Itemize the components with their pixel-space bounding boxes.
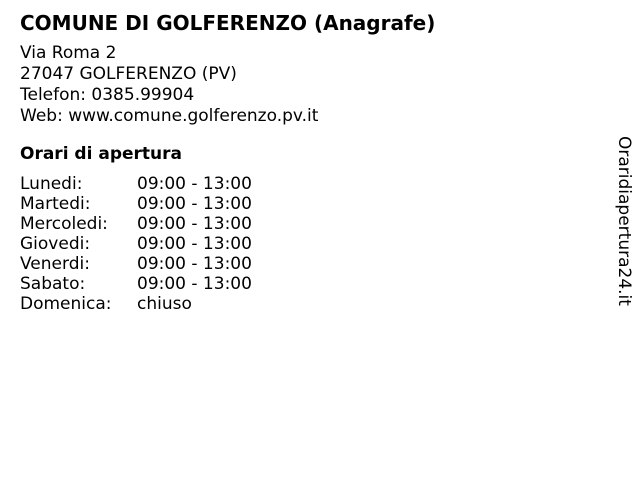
opening-hours-table	[20, 174, 280, 314]
day-label: Lunedi:	[20, 174, 83, 194]
day-label: Domenica:	[20, 294, 112, 314]
hours-row-wednesday	[20, 214, 280, 234]
page-title: COMUNE DI GOLFERENZO (Anagrafe)	[20, 11, 436, 35]
hours-row-tuesday	[20, 194, 280, 214]
day-label: Mercoledi:	[20, 214, 108, 234]
day-hours: 09:00 - 13:00	[137, 194, 252, 214]
phone-number: Telefon: 0385.99904	[20, 85, 195, 105]
hours-row-sunday	[20, 294, 280, 314]
hours-row-saturday	[20, 274, 280, 294]
day-hours: 09:00 - 13:00	[137, 174, 252, 194]
day-hours: 09:00 - 13:00	[137, 254, 252, 274]
opening-hours-heading: Orari di apertura	[20, 144, 182, 164]
site-watermark: Oraridiapertura24.it	[614, 136, 634, 306]
day-hours: chiuso	[137, 294, 192, 314]
hours-row-friday	[20, 254, 280, 274]
address-block	[20, 43, 318, 127]
hours-row-monday	[20, 174, 280, 194]
website-link[interactable]: Web: www.comune.golferenzo.pv.it	[20, 106, 319, 126]
day-hours: 09:00 - 13:00	[137, 234, 252, 254]
day-label: Giovedi:	[20, 234, 91, 254]
day-hours: 09:00 - 13:00	[137, 214, 252, 234]
day-label: Venerdi:	[20, 254, 90, 274]
hours-row-thursday	[20, 234, 280, 254]
day-label: Martedi:	[20, 194, 91, 214]
day-hours: 09:00 - 13:00	[137, 274, 252, 294]
street-address: Via Roma 2	[20, 43, 117, 63]
city-postcode: 27047 GOLFERENZO (PV)	[20, 64, 237, 84]
day-label: Sabato:	[20, 274, 86, 294]
